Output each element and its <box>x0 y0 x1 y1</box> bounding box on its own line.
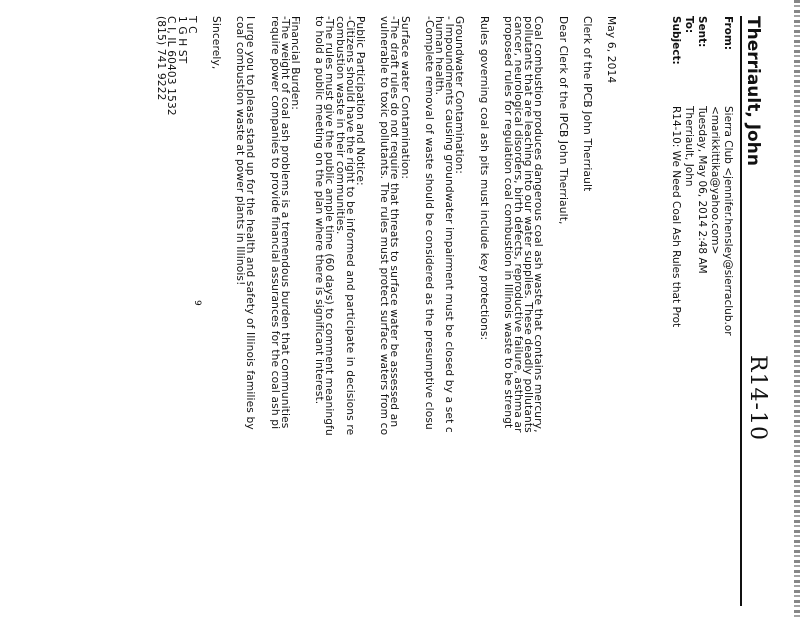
financial-line: require power companies to provide financial assurances for the coal ash pi <box>268 16 281 430</box>
from-value-cont: <marikkittika@yahoo.com> <box>709 106 721 255</box>
from-row <box>721 16 734 616</box>
closing-request <box>235 16 255 618</box>
scan-header-artifact <box>794 0 800 618</box>
email-header <box>669 16 734 616</box>
subject-value: R14-10: We Need Coal Ash Rules that Prot <box>670 106 682 328</box>
subject-row <box>669 16 682 616</box>
letter-salutation: Dear Clerk of the IPCB John Therriault, <box>556 16 569 225</box>
letter-body <box>142 16 616 618</box>
signoff: Sincerely, <box>209 16 222 70</box>
closing-line: coal combustion waste at power plants in Illinois! <box>234 16 247 286</box>
participation-line: -The rules must give the public ample time (60 days) to comment meaningfu <box>323 16 336 436</box>
from-label: From: <box>722 16 734 51</box>
to-value: Therriault, John <box>683 106 695 187</box>
letter-addressee: Clerk of the IPCB John Therriault <box>580 16 593 192</box>
groundwater-section <box>424 16 465 618</box>
sender-name: Therriault, John <box>743 16 763 166</box>
surface-water-line: -The draft rules do not require that threats to surface water be assessed an <box>388 16 401 428</box>
surface-water-line: Surface water Contamination: <box>398 16 411 180</box>
participation-line: Public Participation and Notice: <box>353 16 366 186</box>
from-row-cont <box>708 16 721 616</box>
surface-water-line: vulnerable to toxic pollutants. The rules must protect surface waters from co <box>378 16 391 436</box>
from-value: Sierra Club <jennifer.hensley@sierraclub.or <box>722 106 734 336</box>
signature-line: (815) 741 9222 <box>155 16 168 101</box>
letter-date: May 6, 2014 <box>605 16 617 84</box>
intro-line: Coal combustion produces dangerous coal ash waste that contains mercury, <box>532 16 545 433</box>
surface-water-section <box>379 16 410 618</box>
participation-line: combustion waste in their communities. <box>333 16 346 235</box>
participation-line: to hold a public meeting on the plan where there is significant interest. <box>313 16 326 405</box>
financial-section <box>269 16 300 618</box>
sent-value: Tuesday, May 06, 2014 2:48 AM <box>696 106 708 274</box>
groundwater-line: - Impoundments causing groundwater impairment must be closed by a set c <box>443 16 456 433</box>
intro-line: cancer, neurological disorders, birth defects, reproductive failure, asthma ar <box>511 16 524 433</box>
to-label: To: <box>683 16 695 34</box>
participation-line: -Citizens should have the right to be informed and participate in decisions re <box>343 16 356 436</box>
groundwater-line: Groundwater Contamination: <box>453 16 466 174</box>
sent-row <box>695 16 708 616</box>
intro-line: pollutants that are leaching into our water supplies. These deadly pollutants <box>522 16 535 433</box>
signature-line: T C <box>185 16 198 34</box>
signature-block <box>156 16 197 618</box>
groundwater-line: -Complete removal of waste should be considered as the presumptive closu <box>422 16 435 430</box>
signature-line: 1 G H ST <box>175 16 188 64</box>
page-number: 9 <box>192 300 202 306</box>
header-divider <box>740 16 742 606</box>
groundwater-line: human health. <box>432 16 445 96</box>
participation-section <box>314 16 365 618</box>
to-row <box>682 16 695 616</box>
financial-line: -The weight of coal ash problems is a tremendous burden that communities <box>278 16 291 429</box>
signature-line: C I, IL 60403 1532 <box>165 16 178 116</box>
subject-label: Subject: <box>670 16 682 65</box>
intro-line: proposed rules for regulation coal combustion in Illinois waste to be strengt <box>501 16 514 429</box>
closing-line: I urge you to please stand up for the health and safety of Illinois families by <box>244 16 257 430</box>
sent-label: Sent: <box>696 16 708 48</box>
financial-line: Financial Burden: <box>288 16 301 110</box>
rules-heading: Rules governing coal ash pits must include key protections: <box>477 16 490 341</box>
intro-paragraph <box>503 16 544 618</box>
document-number: R14-10 <box>745 355 770 441</box>
